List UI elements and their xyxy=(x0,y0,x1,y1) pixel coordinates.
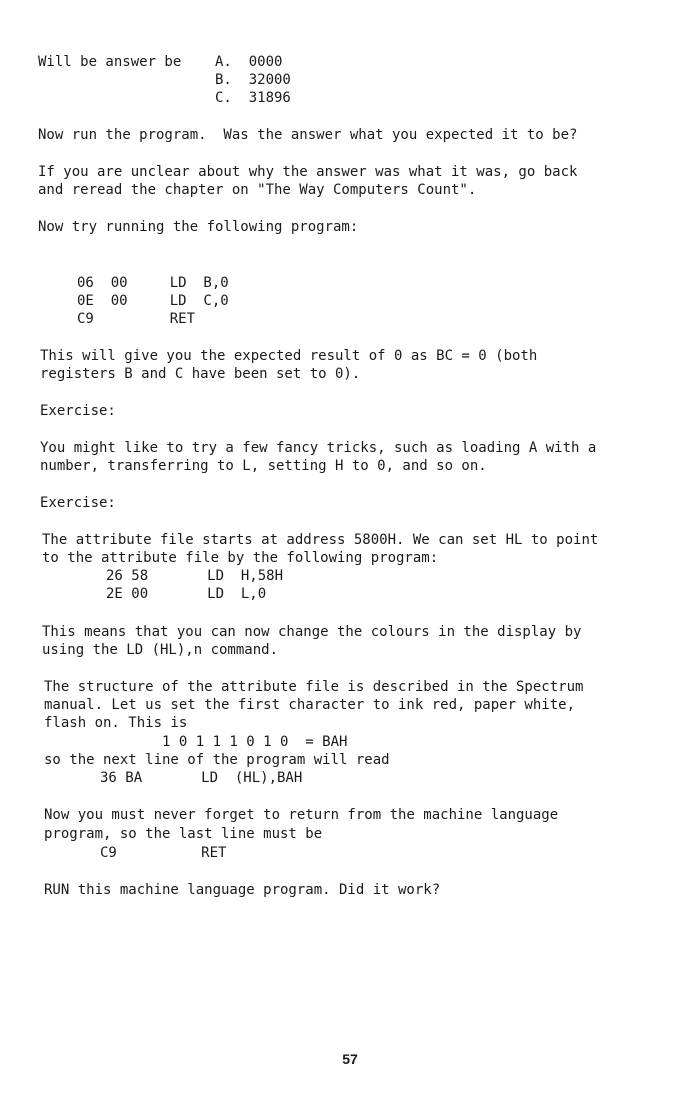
answer-options-line-a: Will be answer be A. 0000 xyxy=(38,54,283,70)
paragraph-return-line-2: program, so the last line must be xyxy=(44,826,323,842)
paragraph-attribute-file-line-1: The attribute file starts at address 5800H. We can set HL to point xyxy=(42,532,599,548)
paragraph-expected-result-line-2: registers B and C have been set to 0). xyxy=(40,366,361,382)
paragraph-structure-line-3: flash on. This is xyxy=(44,715,188,731)
paragraph-fancy-tricks-line-2: number, transferring to L, setting H to 0, and so on. xyxy=(40,458,487,474)
paragraph-run-question: RUN this machine language program. Did it work? xyxy=(44,882,441,898)
code-line-ld-hl: 36 BA LD (HL),BAH xyxy=(100,770,303,786)
paragraph-expected-result-line-1: This will give you the expected result of 0 as BC = 0 (both xyxy=(40,348,538,364)
answer-options-line-b: B. 32000 xyxy=(38,72,291,88)
paragraph-colours-line-2: using the LD (HL),n command. xyxy=(42,642,279,658)
paragraph-colours-line-1: This means that you can now change the colours in the display by xyxy=(42,624,582,640)
paragraph-structure-line-1: The structure of the attribute file is described in the Spectrum xyxy=(44,679,584,695)
paragraph-return-line-1: Now you must never forget to return from the machine language xyxy=(44,807,559,823)
exercise-heading-1: Exercise: xyxy=(40,403,116,419)
answer-options-line-c: C. 31896 xyxy=(38,90,291,106)
paragraph-try-running: Now try running the following program: xyxy=(38,219,359,235)
exercise-heading-2: Exercise: xyxy=(40,495,116,511)
code-line-final-ret: C9 RET xyxy=(100,845,227,861)
paragraph-fancy-tricks-line-1: You might like to try a few fancy tricks, such as loading A with a xyxy=(40,440,597,456)
paragraph-structure-line-2: manual. Let us set the first character to ink red, paper white, xyxy=(44,697,576,713)
code-line-ld-c: 0E 00 LD C,0 xyxy=(77,293,229,309)
code-line-ret: C9 RET xyxy=(77,311,196,327)
page-number: 57 xyxy=(342,1051,358,1067)
paragraph-attribute-file-line-2: to the attribute file by the following program: xyxy=(42,550,439,566)
bit-pattern-line: 1 0 1 1 1 0 1 0 = BAH xyxy=(162,734,348,750)
code-line-ld-b: 06 00 LD B,0 xyxy=(77,275,229,291)
code-line-ld-h: 26 58 LD H,58H xyxy=(106,568,284,584)
paragraph-unclear-line-2: and reread the chapter on "The Way Computers Count". xyxy=(38,182,477,198)
paragraph-run-program: Now run the program. Was the answer what you expected it to be? xyxy=(38,127,578,143)
code-line-ld-l: 2E 00 LD L,0 xyxy=(106,586,267,602)
paragraph-next-line: so the next line of the program will read xyxy=(44,752,390,768)
paragraph-unclear-line-1: If you are unclear about why the answer was what it was, go back xyxy=(38,164,578,180)
